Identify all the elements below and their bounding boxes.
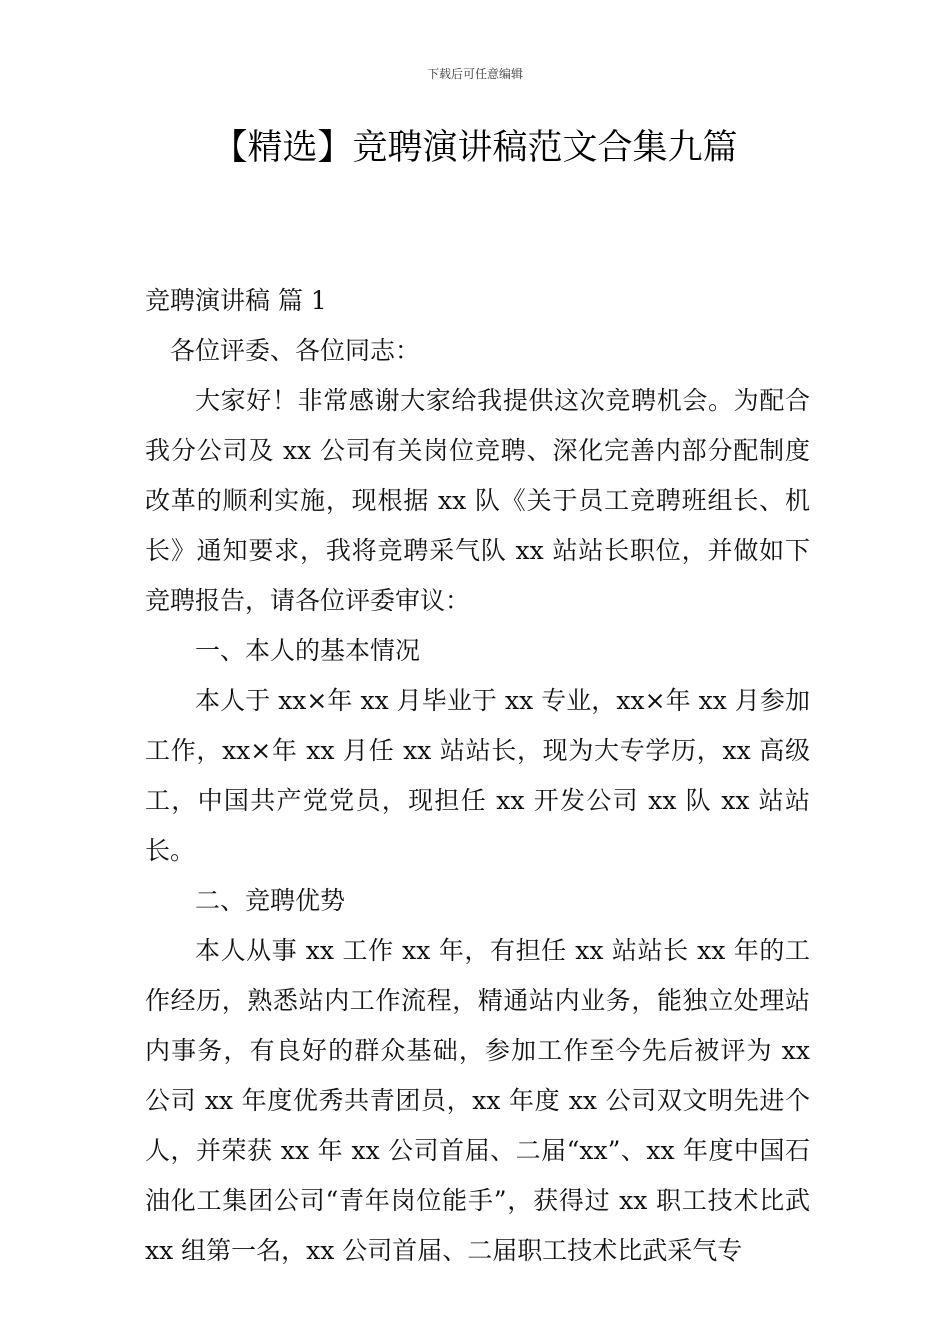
paragraph-basic-info: 本人于 xx×年 xx 月毕业于 xx 专业，xx×年 xx 月参加工作，xx×年 xx 月任 xx 站站长，现为大专学历，xx 高级工，中国共产党党员，现担任 xx 开发公司 xx 队 xx 站站长。: [145, 686, 810, 865]
salutation: 各位评委、各位同志：: [170, 336, 421, 365]
document-title: 【精选】竞聘演讲稿范文合集九篇: [212, 128, 738, 168]
section-heading: 竞聘演讲稿 篇 1: [145, 286, 327, 315]
header-note: 下载后可任意编辑: [426, 67, 523, 81]
subheading-advantages: 二、竞聘优势: [195, 886, 346, 915]
paragraph-intro: 大家好！非常感谢大家给我提供这次竞聘机会。为配合我分公司及 xx 公司有关岗位竞聘、深化完善内部分配制度改革的顺利实施，现根据 xx 队《关于员工竞聘班组长、机长》通知要求，我将竞聘采气队 xx 站站长职位，并做如下竞聘报告，请各位评委审议：: [145, 386, 810, 615]
paragraph-advantages: 本人从事 xx 工作 xx 年，有担任 xx 站站长 xx 年的工作经历，熟悉站内工作流程，精通站内业务，能独立处理站内事务，有良好的群众基础，参加工作至今先后被评为 xx 公司 xx 年度优秀共青团员，xx 年度 xx 公司双文明先进个人，并荣获 xx 年 xx 公司首届、二届“xx”、xx 年度中国石油化工集团公司“青年岗位能手”，获得过 xx 职工技术比武 xx 组第一名，xx 公司首届、二届职工技术比武采气专: [145, 936, 810, 1265]
subheading-basic-info: 一、本人的基本情况: [195, 636, 421, 665]
document-body: [145, 276, 810, 1276]
